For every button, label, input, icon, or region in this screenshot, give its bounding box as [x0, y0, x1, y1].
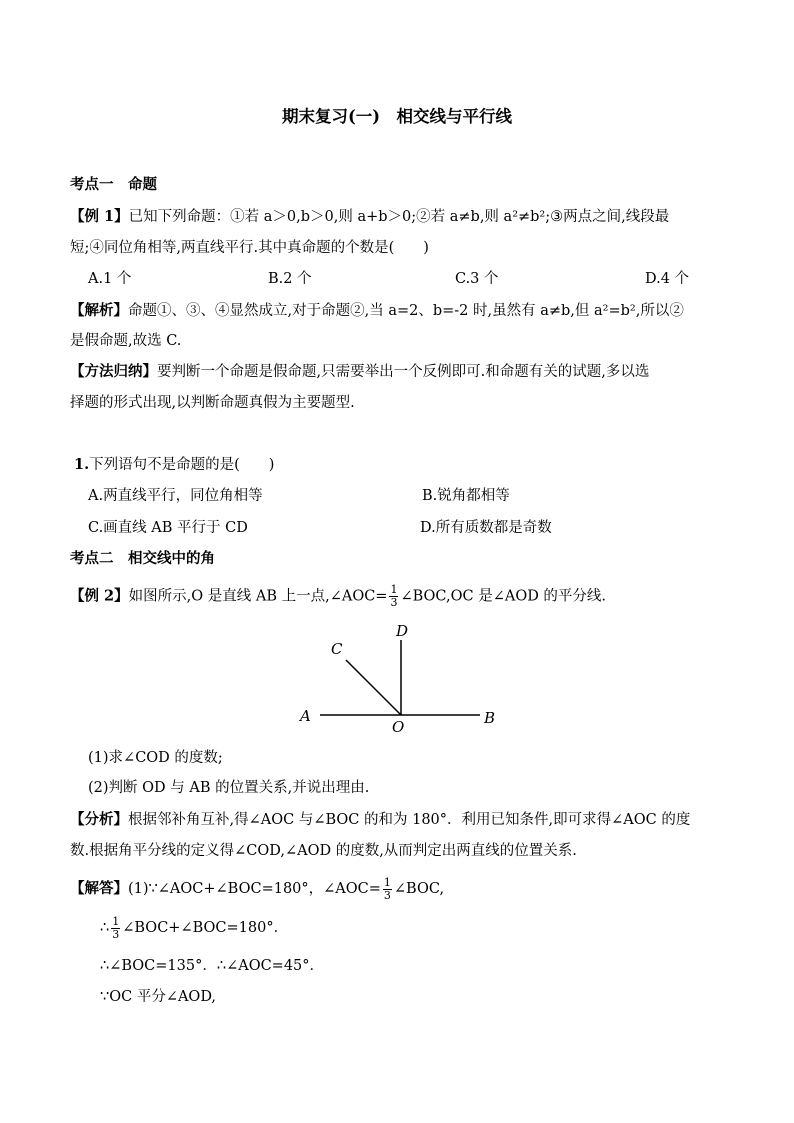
method-line2: 择题的形式出现,以判断命题真假为主要题型. [70, 395, 355, 411]
method-line1 [70, 362, 649, 382]
solution-fraction-1 [383, 877, 392, 902]
example2-fraction [389, 584, 398, 609]
example2-tag: 【例 2】 [70, 587, 129, 605]
label-b: B [484, 709, 496, 727]
solution-line2 [100, 915, 288, 941]
analysis1-text-1: 命题①、③、④显然成立,对于命题②,当 a=2、b=-2 时,虽然有 a≠b,但 a²=b²,所以② [128, 303, 684, 319]
ray-oc [346, 660, 401, 715]
solution-fraction-1-numerator: 1 [383, 875, 391, 889]
example1-option-c: C.3 个 [455, 271, 499, 287]
fraction-denominator: 3 [390, 596, 398, 609]
question1-option-d: D.所有质数都是奇数 [420, 520, 552, 536]
solution-fraction-1-denominator: 3 [383, 888, 391, 902]
solution-line4: ∵OC 平分∠AOD, [100, 989, 217, 1005]
example1-option-b: B.2 个 [268, 271, 312, 287]
method-tag: 【方法归纳】 [70, 363, 157, 380]
question1-text: 下列语句不是命题的是( ) [89, 457, 275, 473]
analysis1-line2: 是假命题,故选 C. [70, 333, 182, 349]
analysis2-line2: 数.根据角平分线的定义得∠COD,∠AOD 的度数,从而判定出两直线的位置关系. [70, 843, 577, 859]
label-c: C [331, 640, 343, 658]
example1-line1 [70, 207, 669, 227]
analysis2-line1 [70, 810, 690, 830]
label-o: O [392, 718, 405, 736]
label-a: A [300, 707, 311, 725]
solution-text-2-post: ∠BOC+∠BOC=180°． [122, 920, 289, 936]
analysis1-tag: 【解析】 [70, 302, 128, 319]
label-d: D [396, 622, 409, 640]
analysis2-text-1: 根据邻补角互补,得∠AOC 与∠BOC 的和为 180°．利用已知条件,即可求得∠AOC 的度 [128, 812, 691, 828]
example2-text-pre: 如图所示,O 是直线 AB 上一点,∠AOC= [128, 588, 388, 605]
example1-line2: 短;④同位角相等,两直线平行.其中真命题的个数是( ) [70, 240, 429, 256]
example1-text-1: 已知下列命题：①若 a＞0,b＞0,则 a+b＞0;②若 a≠b,则 a²≠b²;③两点之间,线段最 [128, 209, 670, 225]
analysis2-tag: 【分析】 [70, 811, 128, 828]
analysis1-line1 [70, 301, 684, 321]
angle-figure [290, 615, 510, 740]
solution-fraction-2-numerator: 1 [112, 914, 120, 928]
solution-tag: 【解答】 [70, 880, 128, 897]
solution-text-1-post: ∠BOC, [393, 881, 445, 897]
example1-option-a: A.1 个 [88, 271, 132, 287]
question1-option-c: C.画直线 AB 平行于 CD [88, 520, 248, 536]
solution-text-1-pre: (1)∵∠AOC+∠BOC=180°，∠AOC= [128, 881, 381, 897]
question1-stem [74, 455, 274, 475]
example2-sub2: (2)判断 OD 与 AB 的位置关系,并说出理由. [88, 780, 370, 796]
section2-heading: 考点二 相交线中的角 [70, 550, 215, 567]
example2-line [70, 584, 606, 609]
section1-heading: 考点一 命题 [70, 176, 157, 193]
question1-number: 1. [74, 456, 90, 473]
example2-text-post: ∠BOC,OC 是∠AOD 的平分线. [400, 588, 607, 605]
solution-fraction-2 [111, 916, 120, 941]
solution-fraction-2-denominator: 3 [112, 927, 120, 941]
example2-sub1: (1)求∠COD 的度数; [88, 750, 223, 766]
example1-tag: 【例 1】 [70, 208, 129, 225]
example1-option-d: D.4 个 [645, 271, 690, 287]
question1-option-b: B.锐角都相等 [422, 488, 510, 504]
solution-text-2-pre: ∴ [100, 920, 110, 936]
solution-line3: ∴∠BOC=135°．∴∠AOC=45°． [100, 958, 325, 974]
question1-option-a: A.两直线平行，同位角相等 [88, 488, 263, 504]
solution-line1 [70, 876, 444, 902]
method-text-1: 要判断一个命题是假命题,只需要举出一个反例即可.和命题有关的试题,多以选 [157, 364, 650, 380]
fraction-numerator: 1 [390, 583, 398, 596]
page-title: 期末复习(一) 相交线与平行线 [281, 107, 513, 126]
